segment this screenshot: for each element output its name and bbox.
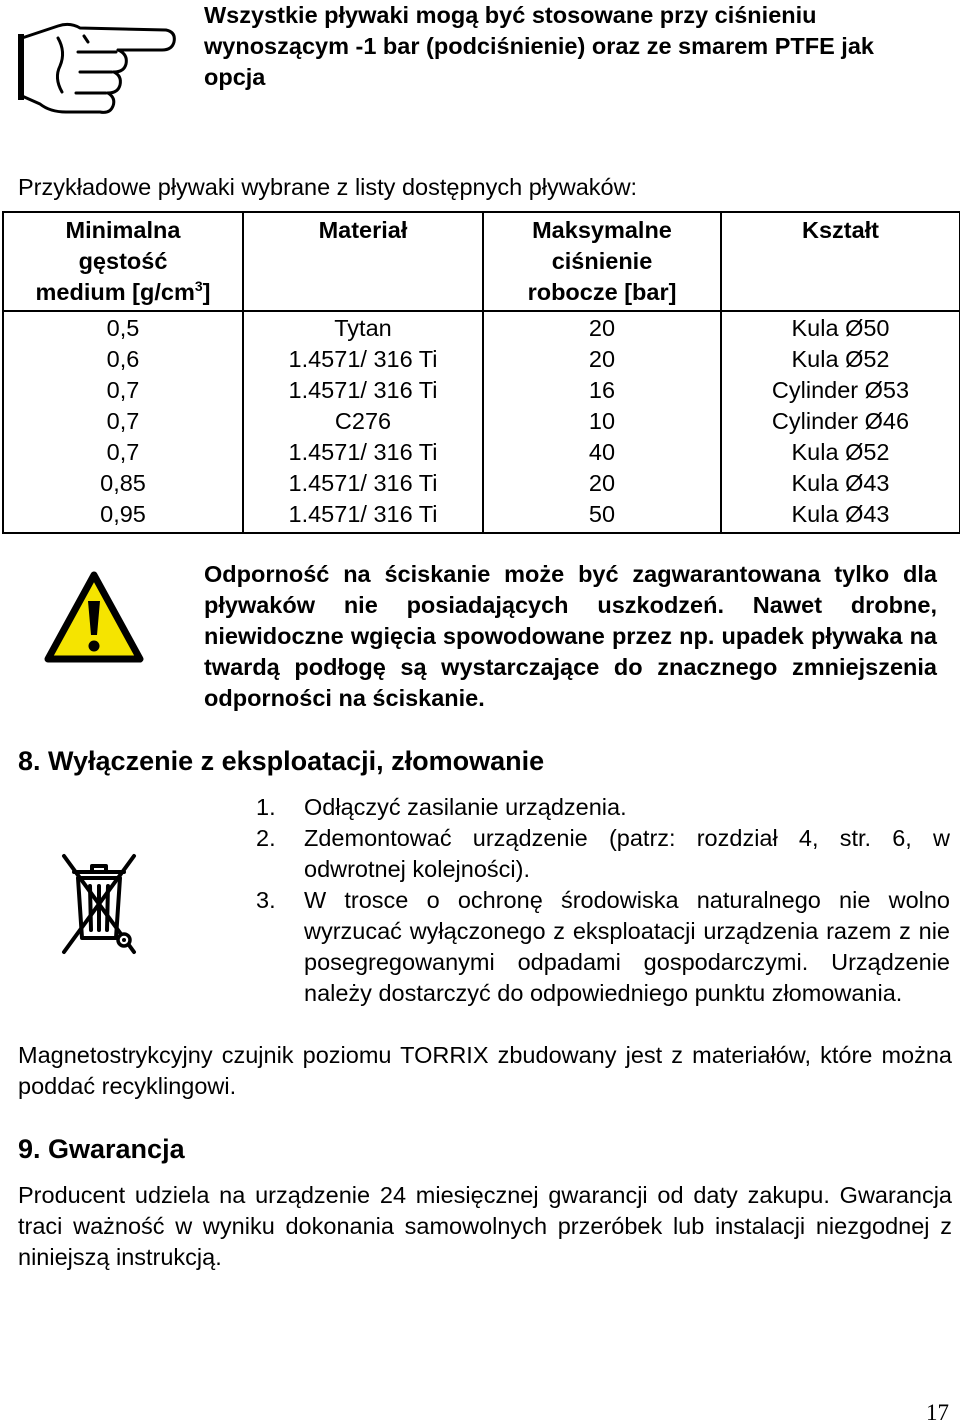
warranty-paragraph: Producent udziela na urządzenie 24 miesięcznej gwarancji od daty zakupu. Gwarancja traci ważność w wyniku dokonania samowolnych przeróbek lub instalacji niezgodnej z niniejszą instrukcją. (18, 1182, 952, 1270)
cell-density: 0,5 (3, 311, 243, 344)
cell-shape: Kula Ø52 (721, 344, 960, 375)
cell-material: 1.4571/ 316 Ti (243, 344, 483, 375)
decommission-steps (256, 792, 950, 1009)
pointing-hand-icon (18, 8, 178, 123)
cell-shape: Kula Ø43 (721, 499, 960, 533)
cell-pressure: 20 (483, 311, 721, 344)
header-density-line2: gęstość (78, 248, 168, 274)
table-row (3, 437, 960, 468)
table-row (3, 468, 960, 499)
crossed-out-bin-icon (60, 852, 138, 956)
cell-shape: Kula Ø43 (721, 468, 960, 499)
table-row (3, 344, 960, 375)
cell-material: Tytan (243, 311, 483, 344)
cell-density: 0,7 (3, 406, 243, 437)
table-row (3, 406, 960, 437)
header-density-tail: ] (202, 279, 211, 305)
header-pressure (483, 212, 721, 311)
cell-pressure: 16 (483, 375, 721, 406)
cell-pressure: 50 (483, 499, 721, 533)
table-row (3, 375, 960, 406)
cell-material: 1.4571/ 316 Ti (243, 499, 483, 533)
cell-material: 1.4571/ 316 Ti (243, 437, 483, 468)
step-text: Odłączyć zasilanie urządzenia. (304, 794, 627, 820)
cell-shape: Kula Ø50 (721, 311, 960, 344)
step-number: 2. (256, 825, 276, 851)
step-text: W trosce o ochronę środowiska naturalnego nie wolno wyrzucać wyłączonego z eksploatacji urządzenia razem z nie posegregowanymi odpadami gospodarczymi. Urządzenie należy dostarczyć do odpowiedniego punktu złomowania. (304, 887, 950, 1006)
list-item (256, 792, 950, 823)
header-density-line1: Minimalna (65, 217, 181, 243)
table-row (3, 311, 960, 344)
cell-shape: Cylinder Ø53 (721, 375, 960, 406)
header-pressure-line3: robocze [bar] (527, 279, 677, 305)
page-number: 17 (926, 1400, 949, 1425)
cell-density: 0,6 (3, 344, 243, 375)
cell-pressure: 40 (483, 437, 721, 468)
warning-triangle-icon (44, 571, 144, 663)
cell-shape: Kula Ø52 (721, 437, 960, 468)
step-text: Zdemontować urządzenie (patrz: rozdział 4, str. 6, w odwrotnej kolejności). (304, 825, 950, 882)
list-item (256, 885, 950, 1009)
recycling-paragraph: Magnetostrykcyjny czujnik poziomu TORRIX zbudowany jest z materiałów, które można poddać recyklingowi. (18, 1042, 952, 1099)
section-8-heading: 8. Wyłączenie z eksploatacji, złomowanie (18, 746, 545, 776)
cell-pressure: 10 (483, 406, 721, 437)
header-pressure-line1: Maksymalne (532, 217, 672, 243)
floats-table (2, 211, 960, 534)
header-shape: Kształt (721, 212, 960, 311)
cell-density: 0,7 (3, 375, 243, 406)
cell-material: 1.4571/ 316 Ti (243, 468, 483, 499)
table-intro: Przykładowe pływaki wybrane z listy dostępnych pływaków: (18, 174, 638, 200)
table-header-row (3, 212, 960, 311)
cell-pressure: 20 (483, 468, 721, 499)
cell-shape: Cylinder Ø46 (721, 406, 960, 437)
step-number: 1. (256, 794, 276, 820)
cell-density: 0,95 (3, 499, 243, 533)
list-item (256, 823, 950, 885)
header-density-line3: medium [g/cm (35, 279, 195, 305)
header-pressure-line2: ciśnienie (551, 248, 653, 274)
cell-density: 0,85 (3, 468, 243, 499)
section-9-heading: 9. Gwarancja (18, 1134, 185, 1164)
cell-density: 0,7 (3, 437, 243, 468)
warning-text: Odporność na ściskanie może być zagwarantowana tylko dla pływaków nie posiadających uszkodzeń. Nawet drobne, niewidoczne wgięcia spowodowane przez np. upadek pływaka na twardą podłogę są wystarczające do znacznego zmniejszenia odporności na ściskanie. (204, 561, 937, 711)
table-row (3, 499, 960, 533)
cell-material: 1.4571/ 316 Ti (243, 375, 483, 406)
step-number: 3. (256, 887, 276, 913)
cell-material: C276 (243, 406, 483, 437)
header-density-sup: 3 (194, 278, 203, 295)
header-material: Materiał (243, 212, 483, 311)
cell-pressure: 20 (483, 344, 721, 375)
header-density (3, 212, 243, 311)
note-text: Wszystkie pływaki mogą być stosowane przy ciśnieniu wynoszącym -1 bar (podciśnienie) oraz ze smarem PTFE jak opcja (204, 2, 874, 90)
